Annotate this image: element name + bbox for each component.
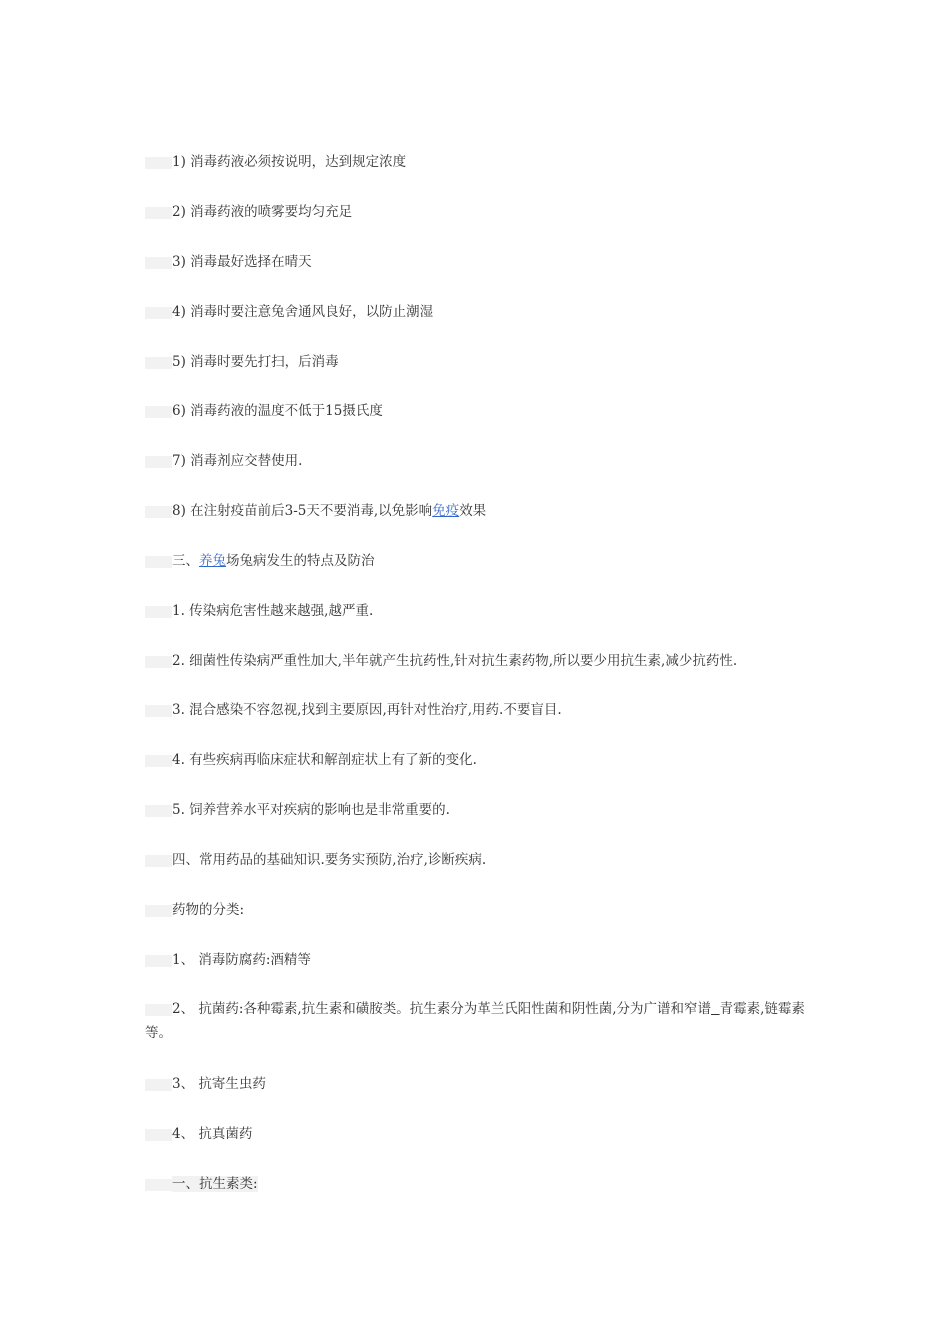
indent-marker <box>145 406 172 418</box>
indent-marker <box>145 905 172 917</box>
paragraph-9: 1. 传染病危害性越来越强,越严重. <box>145 599 373 623</box>
indent-marker <box>145 207 172 219</box>
paragraph-16: 2、 抗菌药:各种霉素,抗生素和磺胺类。抗生素分为革兰氏阳性菌和阴性菌,分为广谱和窄谱 青霉素,链霉素等。 <box>145 1001 805 1041</box>
indent-marker <box>145 456 172 468</box>
paragraph-7: 7) 消毒剂应交替使用. <box>145 449 302 473</box>
indent-marker <box>145 307 172 319</box>
indent-marker <box>145 556 172 568</box>
indent-marker <box>145 955 172 967</box>
section-heading-4: 四、常用药品的基础知识.要务实预防,治疗,诊断疾病. <box>145 848 486 872</box>
indent-marker <box>145 855 172 867</box>
indent-marker <box>145 705 172 717</box>
paragraph-17: 3、 抗寄生虫药 <box>145 1072 266 1096</box>
indent-marker <box>145 1129 172 1141</box>
indent-marker <box>145 656 172 668</box>
underline-blank <box>711 1001 720 1017</box>
paragraph-14: 药物的分类: <box>145 898 244 922</box>
indent-marker <box>145 606 172 618</box>
indent-marker <box>145 357 172 369</box>
paragraph-2: 2) 消毒药液的喷雾要均匀充足 <box>145 200 352 224</box>
indent-marker <box>145 257 172 269</box>
paragraph-5: 5) 消毒时要先打扫，后消毒 <box>145 350 339 374</box>
section-heading-3: 三、养兔场兔病发生的特点及防治 <box>145 549 375 573</box>
indent-marker <box>145 506 172 518</box>
paragraph-18: 4、 抗真菌药 <box>145 1122 252 1146</box>
paragraph-11: 3. 混合感染不容忽视,找到主要原因,再针对性治疗,用药.不要盲目. <box>145 698 562 722</box>
indent-marker <box>145 805 172 817</box>
paragraph-3: 3) 消毒最好选择在晴天 <box>145 250 312 274</box>
paragraph-13: 5. 饲养营养水平对疾病的影响也是非常重要的. <box>145 798 450 822</box>
indent-marker <box>145 755 172 767</box>
paragraph-15: 1、 消毒防腐药:酒精等 <box>145 948 311 972</box>
indent-marker <box>145 1079 172 1091</box>
indent-marker <box>145 157 172 169</box>
link-immunity[interactable]: 免疫 <box>432 503 460 519</box>
section-heading-1: 一、抗生素类: <box>145 1172 258 1196</box>
indent-marker <box>145 1004 172 1016</box>
paragraph-1: 1) 消毒药液必须按说明，达到规定浓度 <box>145 150 406 174</box>
paragraph-12: 4. 有些疾病再临床症状和解剖症状上有了新的变化. <box>145 748 477 772</box>
indent-marker <box>145 1179 172 1191</box>
paragraph-4: 4) 消毒时要注意兔舍通风良好，以防止潮湿 <box>145 300 433 324</box>
link-rabbit-farming[interactable]: 养兔 <box>199 553 226 569</box>
paragraph-10: 2. 细菌性传染病严重性加大,半年就产生抗药性,针对抗生素药物,所以要少用抗生素,减少抗药性. <box>145 649 737 673</box>
paragraph-8: 8) 在注射疫苗前后3-5天不要消毒,以免影响免疫效果 <box>145 499 486 523</box>
paragraph-6: 6) 消毒药液的温度不低于15摄氏度 <box>145 399 383 423</box>
